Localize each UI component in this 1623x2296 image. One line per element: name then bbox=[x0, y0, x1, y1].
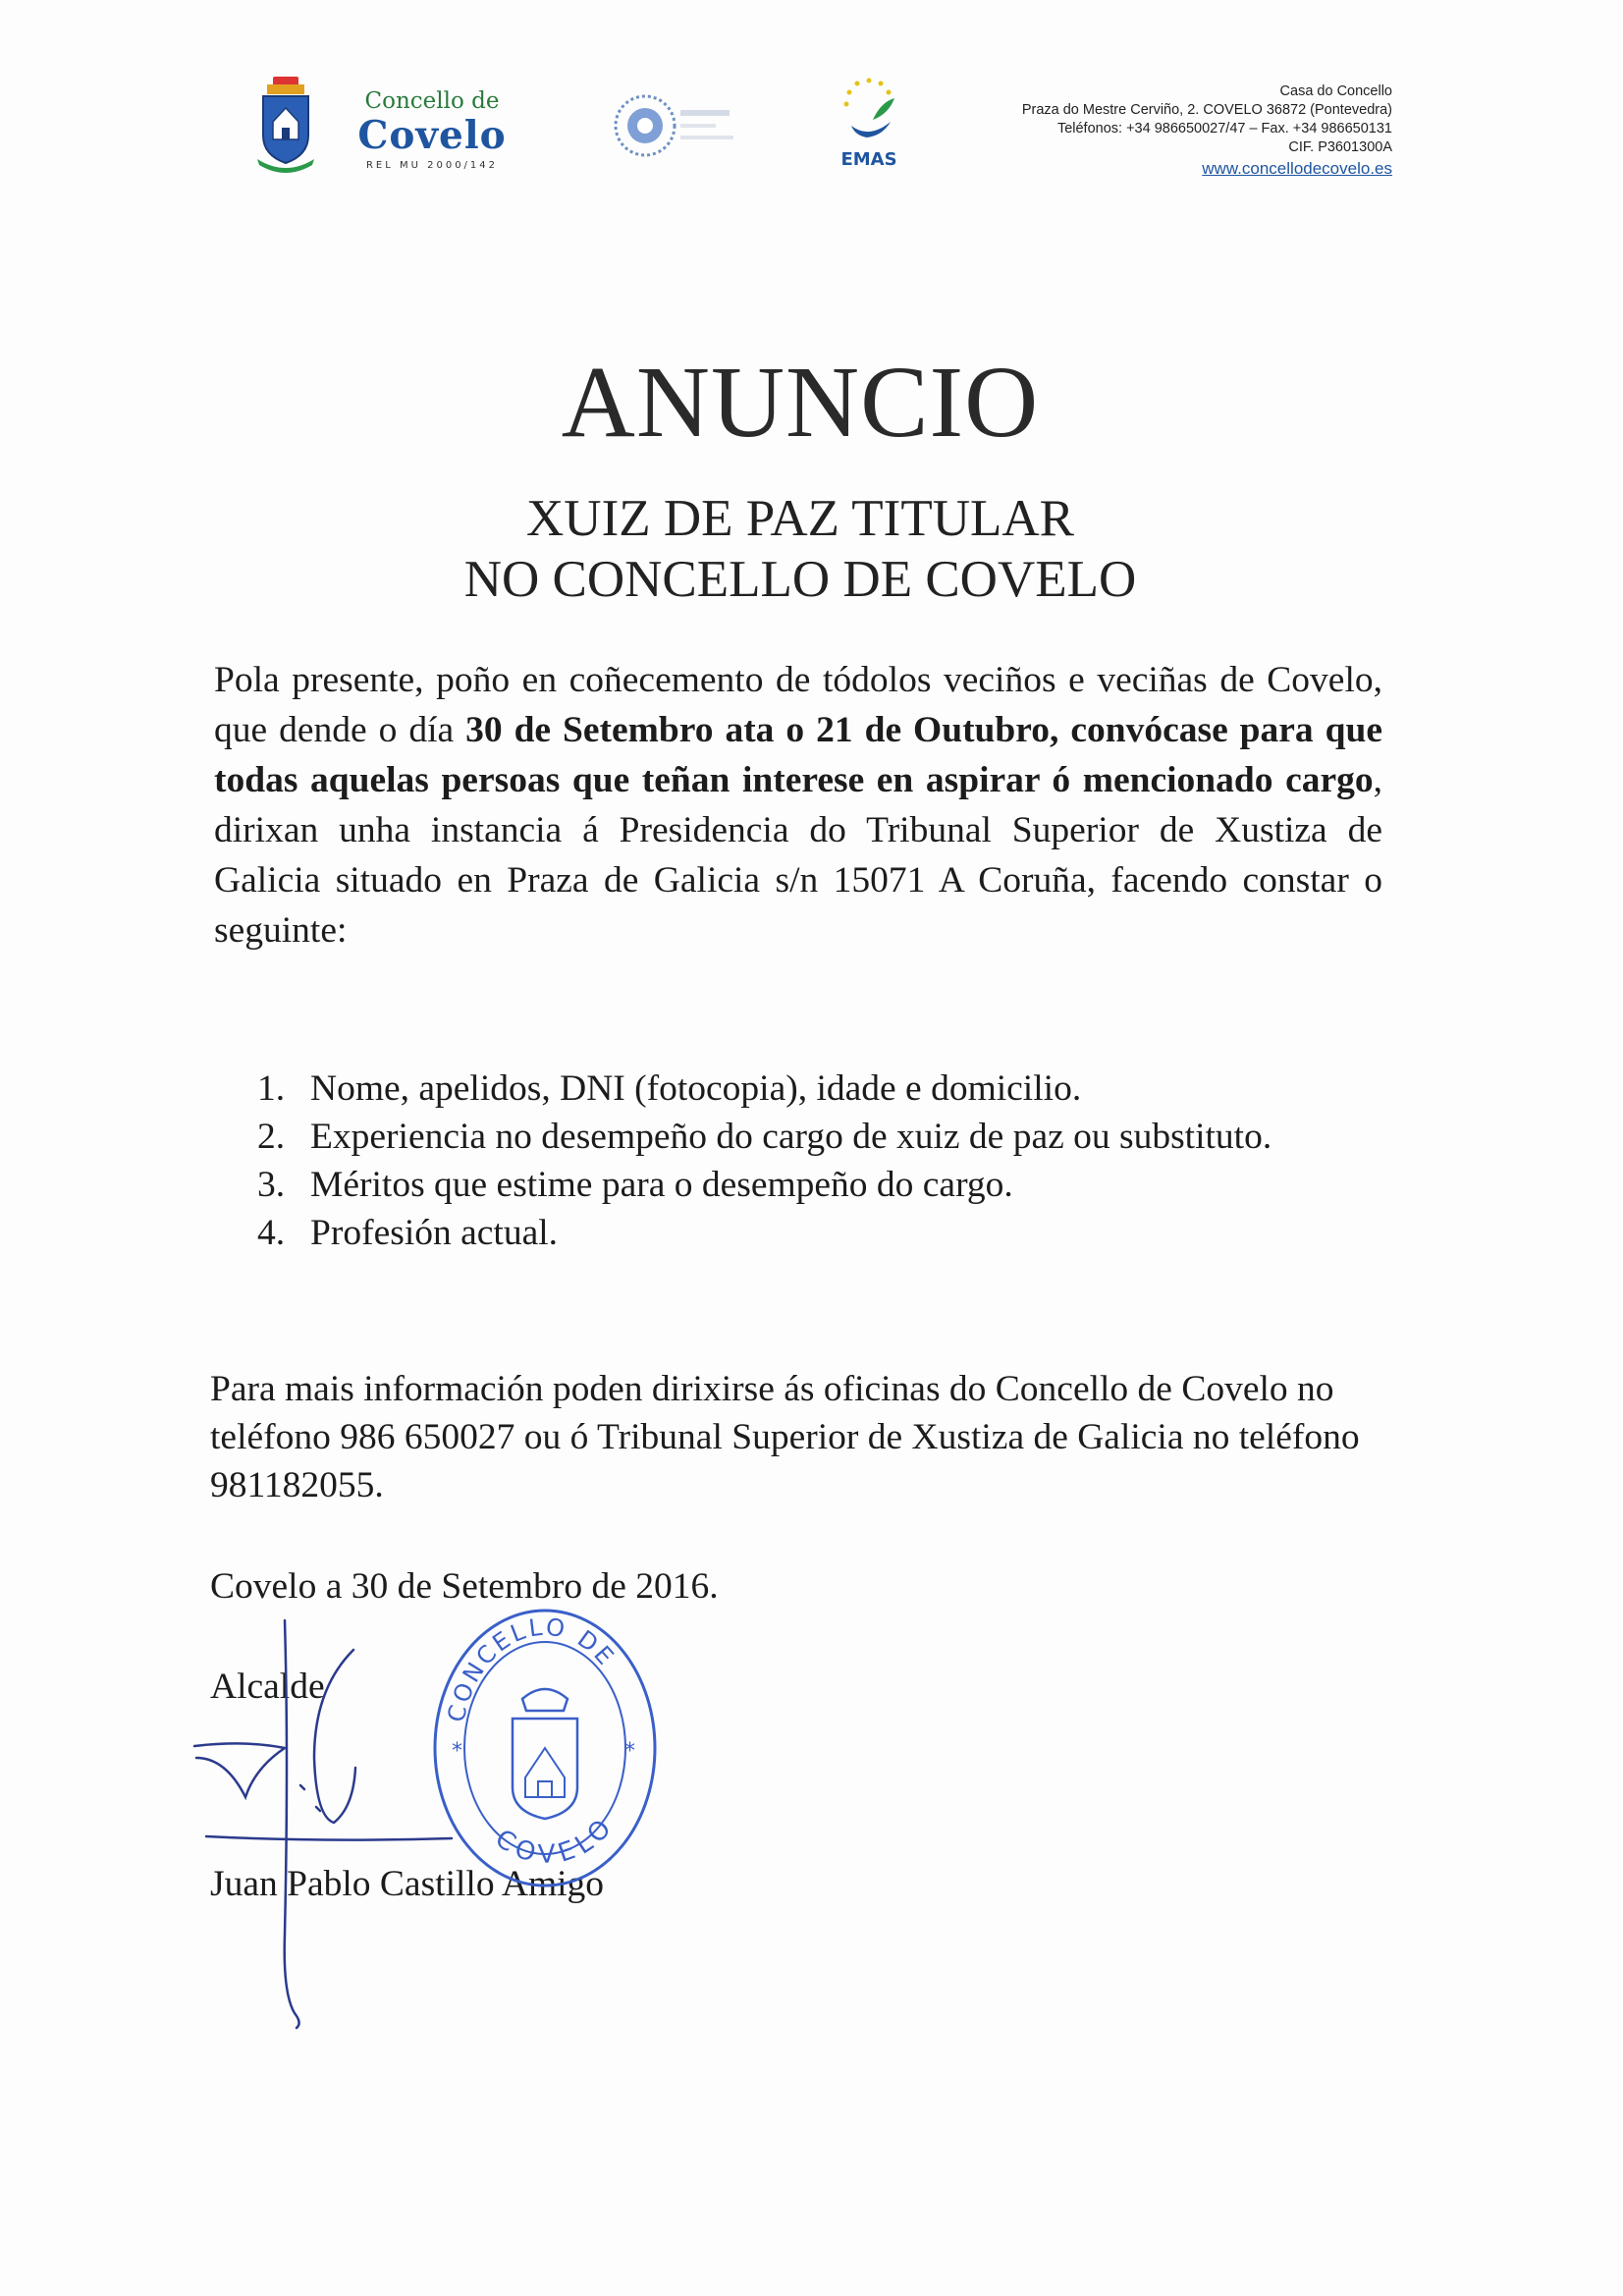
brand-block bbox=[344, 88, 520, 173]
stamp-bottom-text: COVELO bbox=[489, 1810, 622, 1871]
list-text: Profesión actual. bbox=[310, 1213, 559, 1253]
list-item bbox=[257, 1065, 1386, 1113]
paragraph-highlight: 30 de Setembro ata o 21 de Outubro, convócase para que todas aquelas persoas que teñan interese en aspirar ó mencionado cargo bbox=[214, 710, 1382, 800]
list-text: Méritos que estime para o desempeño do cargo. bbox=[310, 1165, 1013, 1205]
page-subtitle bbox=[0, 488, 1600, 610]
signer-role: Alcalde bbox=[210, 1667, 325, 1707]
page-title: ANUNCIO bbox=[561, 346, 1040, 459]
brand-registration: REL MU 2000/142 bbox=[365, 160, 499, 171]
announcement-paragraph bbox=[214, 655, 1382, 956]
address-line-1: Casa do Concello bbox=[1279, 83, 1392, 99]
list-number: 3. bbox=[257, 1165, 286, 1205]
list-text: Experiencia no desempeño do cargo de xuiz de paz ou substituto. bbox=[310, 1117, 1272, 1157]
paragraph-intro: Pola presente, poño en coñecemento de tódolos veciños e veciñas de Covelo, que dende o día bbox=[214, 660, 1382, 750]
contact-address bbox=[882, 82, 1392, 180]
signer-name: Juan Pablo Castillo Amigo bbox=[210, 1864, 605, 1904]
list-number: 2. bbox=[257, 1117, 286, 1157]
handwritten-signature-icon bbox=[187, 1611, 461, 2033]
emas-label: EMAS bbox=[840, 149, 897, 170]
list-number: 4. bbox=[257, 1213, 286, 1253]
paragraph-rest: , dirixan unha instancia á Presidencia do Tribunal Superior de Xustiza de Galicia situado en Praza de Galicia s/n 15071 A Coruña, facendo constar o seguinte: bbox=[214, 760, 1382, 951]
brand-line-2: Covelo bbox=[357, 113, 507, 158]
stamp-top-text: CONCELLO DE bbox=[442, 1613, 622, 1725]
subtitle-line-1: XUIZ DE PAZ TITULAR bbox=[526, 490, 1074, 547]
concello-seal-logo-icon bbox=[604, 86, 761, 165]
address-line-4: CIF. P3601300A bbox=[1288, 139, 1392, 155]
svg-text:*: * bbox=[452, 1739, 462, 1764]
requirements-list bbox=[257, 1065, 1386, 1257]
info-paragraph: Para mais información poden dirixirse ás oficinas do Concello de Covelo no teléfono 986 650027 ou ó Tribunal Superior de Xustiza de Galicia no teléfono 981182055. bbox=[210, 1369, 1360, 1505]
address-line-3: Teléfonos: +34 986650027/47 – Fax. +34 986650131 bbox=[1056, 121, 1392, 137]
list-text: Nome, apelidos, DNI (fotocopia), idade e domicilio. bbox=[310, 1068, 1082, 1109]
subtitle-line-2: NO CONCELLO DE COVELO bbox=[463, 551, 1137, 608]
municipal-crest-icon bbox=[253, 75, 318, 177]
list-item bbox=[257, 1161, 1386, 1209]
website-link[interactable]: www.concellodecovelo.es bbox=[1202, 159, 1392, 178]
address-line-2: Praza do Mestre Cerviño, 2. COVELO 36872 (Pontevedra) bbox=[1021, 102, 1392, 118]
svg-text:*: * bbox=[624, 1739, 635, 1764]
list-item bbox=[257, 1113, 1386, 1161]
date-line: Covelo a 30 de Setembro de 2016. bbox=[210, 1566, 719, 1607]
brand-line-1: Concello de bbox=[364, 88, 500, 114]
list-item bbox=[257, 1209, 1386, 1257]
list-number: 1. bbox=[257, 1068, 286, 1109]
